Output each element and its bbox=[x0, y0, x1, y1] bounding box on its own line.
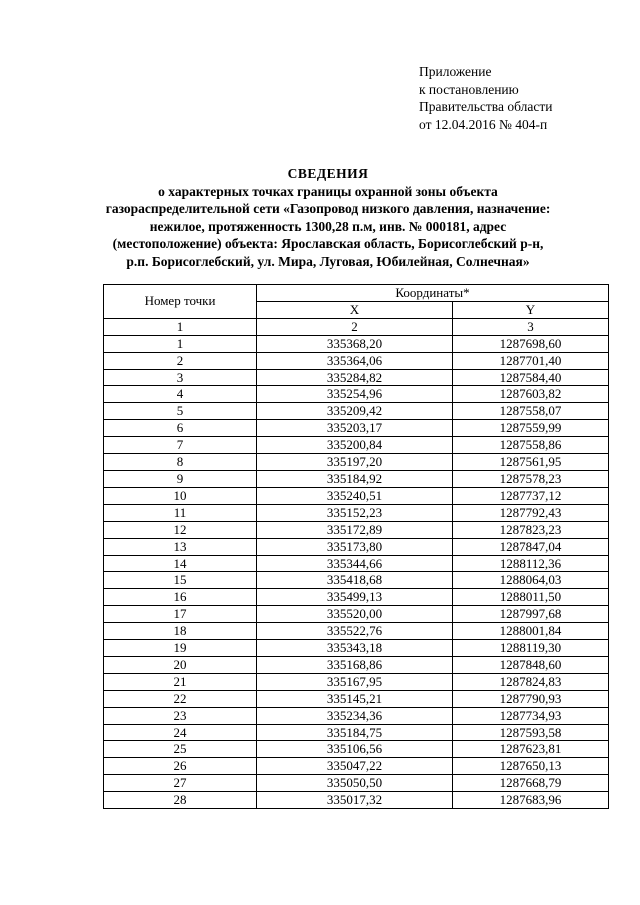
y-coordinate-cell: 1287790,93 bbox=[453, 690, 609, 707]
point-number-cell: 26 bbox=[104, 758, 257, 775]
point-number-cell: 4 bbox=[104, 386, 257, 403]
x-coordinate-cell: 335197,20 bbox=[257, 454, 453, 471]
x-coordinate-cell: 335344,66 bbox=[257, 555, 453, 572]
point-number-cell: 3 bbox=[104, 369, 257, 386]
point-number-cell: 28 bbox=[104, 792, 257, 809]
point-number-cell: 23 bbox=[104, 707, 257, 724]
point-number-cell: 2 bbox=[104, 352, 257, 369]
y-coordinate-cell: 1287997,68 bbox=[453, 606, 609, 623]
x-coordinate-cell: 335017,32 bbox=[257, 792, 453, 809]
x-coordinate-cell: 335050,50 bbox=[257, 775, 453, 792]
y-coordinate-cell: 1287847,04 bbox=[453, 538, 609, 555]
point-number-cell: 12 bbox=[104, 521, 257, 538]
y-coordinate-cell: 1288011,50 bbox=[453, 589, 609, 606]
y-coordinate-cell: 1288119,30 bbox=[453, 640, 609, 657]
point-number-cell: 1 bbox=[104, 335, 257, 352]
y-coordinate-cell: 1287558,07 bbox=[453, 403, 609, 420]
table-header-row bbox=[104, 285, 609, 302]
y-coordinate-cell: 1287558,86 bbox=[453, 437, 609, 454]
table-row bbox=[104, 792, 609, 809]
point-number-cell: 6 bbox=[104, 420, 257, 437]
x-coordinate-cell: 335520,00 bbox=[257, 606, 453, 623]
header-y: Y bbox=[453, 301, 609, 318]
y-coordinate-cell: 1287593,58 bbox=[453, 724, 609, 741]
heading-line: о характерных точках границы охранной зоны объекта bbox=[158, 183, 498, 199]
document-title: СВЕДЕНИЯ bbox=[287, 166, 369, 181]
x-coordinate-cell: 335499,13 bbox=[257, 589, 453, 606]
table-row bbox=[104, 521, 609, 538]
y-coordinate-cell: 1288001,84 bbox=[453, 623, 609, 640]
point-number-cell: 16 bbox=[104, 589, 257, 606]
x-coordinate-cell: 335106,56 bbox=[257, 741, 453, 758]
table-row bbox=[104, 403, 609, 420]
x-coordinate-cell: 335368,20 bbox=[257, 335, 453, 352]
table-row bbox=[104, 775, 609, 792]
table-row bbox=[104, 690, 609, 707]
x-coordinate-cell: 335240,51 bbox=[257, 487, 453, 504]
table-row bbox=[104, 623, 609, 640]
table-row bbox=[104, 352, 609, 369]
y-coordinate-cell: 1287650,13 bbox=[453, 758, 609, 775]
point-number-cell: 10 bbox=[104, 487, 257, 504]
x-coordinate-cell: 335173,80 bbox=[257, 538, 453, 555]
x-coordinate-cell: 335168,86 bbox=[257, 656, 453, 673]
x-coordinate-cell: 335047,22 bbox=[257, 758, 453, 775]
y-coordinate-cell: 1288064,03 bbox=[453, 572, 609, 589]
table-row bbox=[104, 724, 609, 741]
x-coordinate-cell: 335254,96 bbox=[257, 386, 453, 403]
index-cell: 3 bbox=[453, 318, 609, 335]
point-number-cell: 5 bbox=[104, 403, 257, 420]
table-row bbox=[104, 741, 609, 758]
x-coordinate-cell: 335184,92 bbox=[257, 470, 453, 487]
table-row bbox=[104, 656, 609, 673]
header-x: X bbox=[257, 301, 453, 318]
point-number-cell: 9 bbox=[104, 470, 257, 487]
x-coordinate-cell: 335167,95 bbox=[257, 673, 453, 690]
header-point-number: Номер точки bbox=[104, 285, 257, 319]
point-number-cell: 15 bbox=[104, 572, 257, 589]
y-coordinate-cell: 1287792,43 bbox=[453, 504, 609, 521]
point-number-cell: 19 bbox=[104, 640, 257, 657]
table-row bbox=[104, 454, 609, 471]
x-coordinate-cell: 335284,82 bbox=[257, 369, 453, 386]
point-number-cell: 14 bbox=[104, 555, 257, 572]
appendix-line: Приложение bbox=[419, 64, 492, 79]
point-number-cell: 21 bbox=[104, 673, 257, 690]
document-heading bbox=[80, 165, 576, 271]
y-coordinate-cell: 1287824,83 bbox=[453, 673, 609, 690]
y-coordinate-cell: 1287683,96 bbox=[453, 792, 609, 809]
table-row bbox=[104, 606, 609, 623]
x-coordinate-cell: 335343,18 bbox=[257, 640, 453, 657]
table-row bbox=[104, 386, 609, 403]
point-number-cell: 7 bbox=[104, 437, 257, 454]
table-index-row bbox=[104, 318, 609, 335]
appendix-line: от 12.04.2016 № 404-п bbox=[419, 116, 548, 132]
y-coordinate-cell: 1287559,99 bbox=[453, 420, 609, 437]
table-row bbox=[104, 538, 609, 555]
table-row bbox=[104, 589, 609, 606]
heading-line: нежилое, протяженность 1300,28 п.м, инв. № 000181, адрес bbox=[149, 218, 507, 234]
heading-line: газораспределительной сети «Газопровод низкого давления, назначение: bbox=[105, 201, 551, 217]
table-row bbox=[104, 369, 609, 386]
y-coordinate-cell: 1287623,81 bbox=[453, 741, 609, 758]
table-row bbox=[104, 437, 609, 454]
y-coordinate-cell: 1287561,95 bbox=[453, 454, 609, 471]
appendix-line: Правительства области bbox=[419, 99, 553, 114]
x-coordinate-cell: 335184,75 bbox=[257, 724, 453, 741]
point-number-cell: 17 bbox=[104, 606, 257, 623]
y-coordinate-cell: 1287698,60 bbox=[453, 335, 609, 352]
point-number-cell: 24 bbox=[104, 724, 257, 741]
y-coordinate-cell: 1287823,23 bbox=[453, 521, 609, 538]
table-row bbox=[104, 758, 609, 775]
table-row bbox=[104, 707, 609, 724]
coordinates-table-body bbox=[104, 285, 609, 809]
y-coordinate-cell: 1287603,82 bbox=[453, 386, 609, 403]
table-row bbox=[104, 420, 609, 437]
table-row bbox=[104, 504, 609, 521]
table-row bbox=[104, 572, 609, 589]
heading-line: (местоположение) объекта: Ярославская область, Борисоглебский р-н, bbox=[112, 236, 544, 252]
y-coordinate-cell: 1287734,93 bbox=[453, 707, 609, 724]
appendix-block bbox=[419, 63, 552, 133]
point-number-cell: 27 bbox=[104, 775, 257, 792]
x-coordinate-cell: 335209,42 bbox=[257, 403, 453, 420]
table-row bbox=[104, 470, 609, 487]
x-coordinate-cell: 335364,06 bbox=[257, 352, 453, 369]
point-number-cell: 22 bbox=[104, 690, 257, 707]
table-row bbox=[104, 673, 609, 690]
index-cell: 1 bbox=[104, 318, 257, 335]
table-row bbox=[104, 640, 609, 657]
point-number-cell: 20 bbox=[104, 656, 257, 673]
x-coordinate-cell: 335418,68 bbox=[257, 572, 453, 589]
y-coordinate-cell: 1287668,79 bbox=[453, 775, 609, 792]
coordinates-table bbox=[103, 284, 609, 809]
header-coordinates: Координаты* bbox=[257, 285, 609, 302]
y-coordinate-cell: 1287737,12 bbox=[453, 487, 609, 504]
appendix-line: к постановлению bbox=[419, 81, 519, 97]
point-number-cell: 18 bbox=[104, 623, 257, 640]
x-coordinate-cell: 335152,23 bbox=[257, 504, 453, 521]
point-number-cell: 11 bbox=[104, 504, 257, 521]
heading-line: р.п. Борисоглебский, ул. Мира, Луговая, Юбилейная, Солнечная» bbox=[126, 253, 530, 269]
y-coordinate-cell: 1288112,36 bbox=[453, 555, 609, 572]
index-cell: 2 bbox=[257, 318, 453, 335]
y-coordinate-cell: 1287701,40 bbox=[453, 352, 609, 369]
y-coordinate-cell: 1287584,40 bbox=[453, 369, 609, 386]
table-row bbox=[104, 555, 609, 572]
table-row bbox=[104, 335, 609, 352]
x-coordinate-cell: 335172,89 bbox=[257, 521, 453, 538]
table-row bbox=[104, 487, 609, 504]
x-coordinate-cell: 335522,76 bbox=[257, 623, 453, 640]
point-number-cell: 13 bbox=[104, 538, 257, 555]
y-coordinate-cell: 1287848,60 bbox=[453, 656, 609, 673]
x-coordinate-cell: 335234,36 bbox=[257, 707, 453, 724]
point-number-cell: 8 bbox=[104, 454, 257, 471]
y-coordinate-cell: 1287578,23 bbox=[453, 470, 609, 487]
x-coordinate-cell: 335200,84 bbox=[257, 437, 453, 454]
x-coordinate-cell: 335145,21 bbox=[257, 690, 453, 707]
point-number-cell: 25 bbox=[104, 741, 257, 758]
x-coordinate-cell: 335203,17 bbox=[257, 420, 453, 437]
